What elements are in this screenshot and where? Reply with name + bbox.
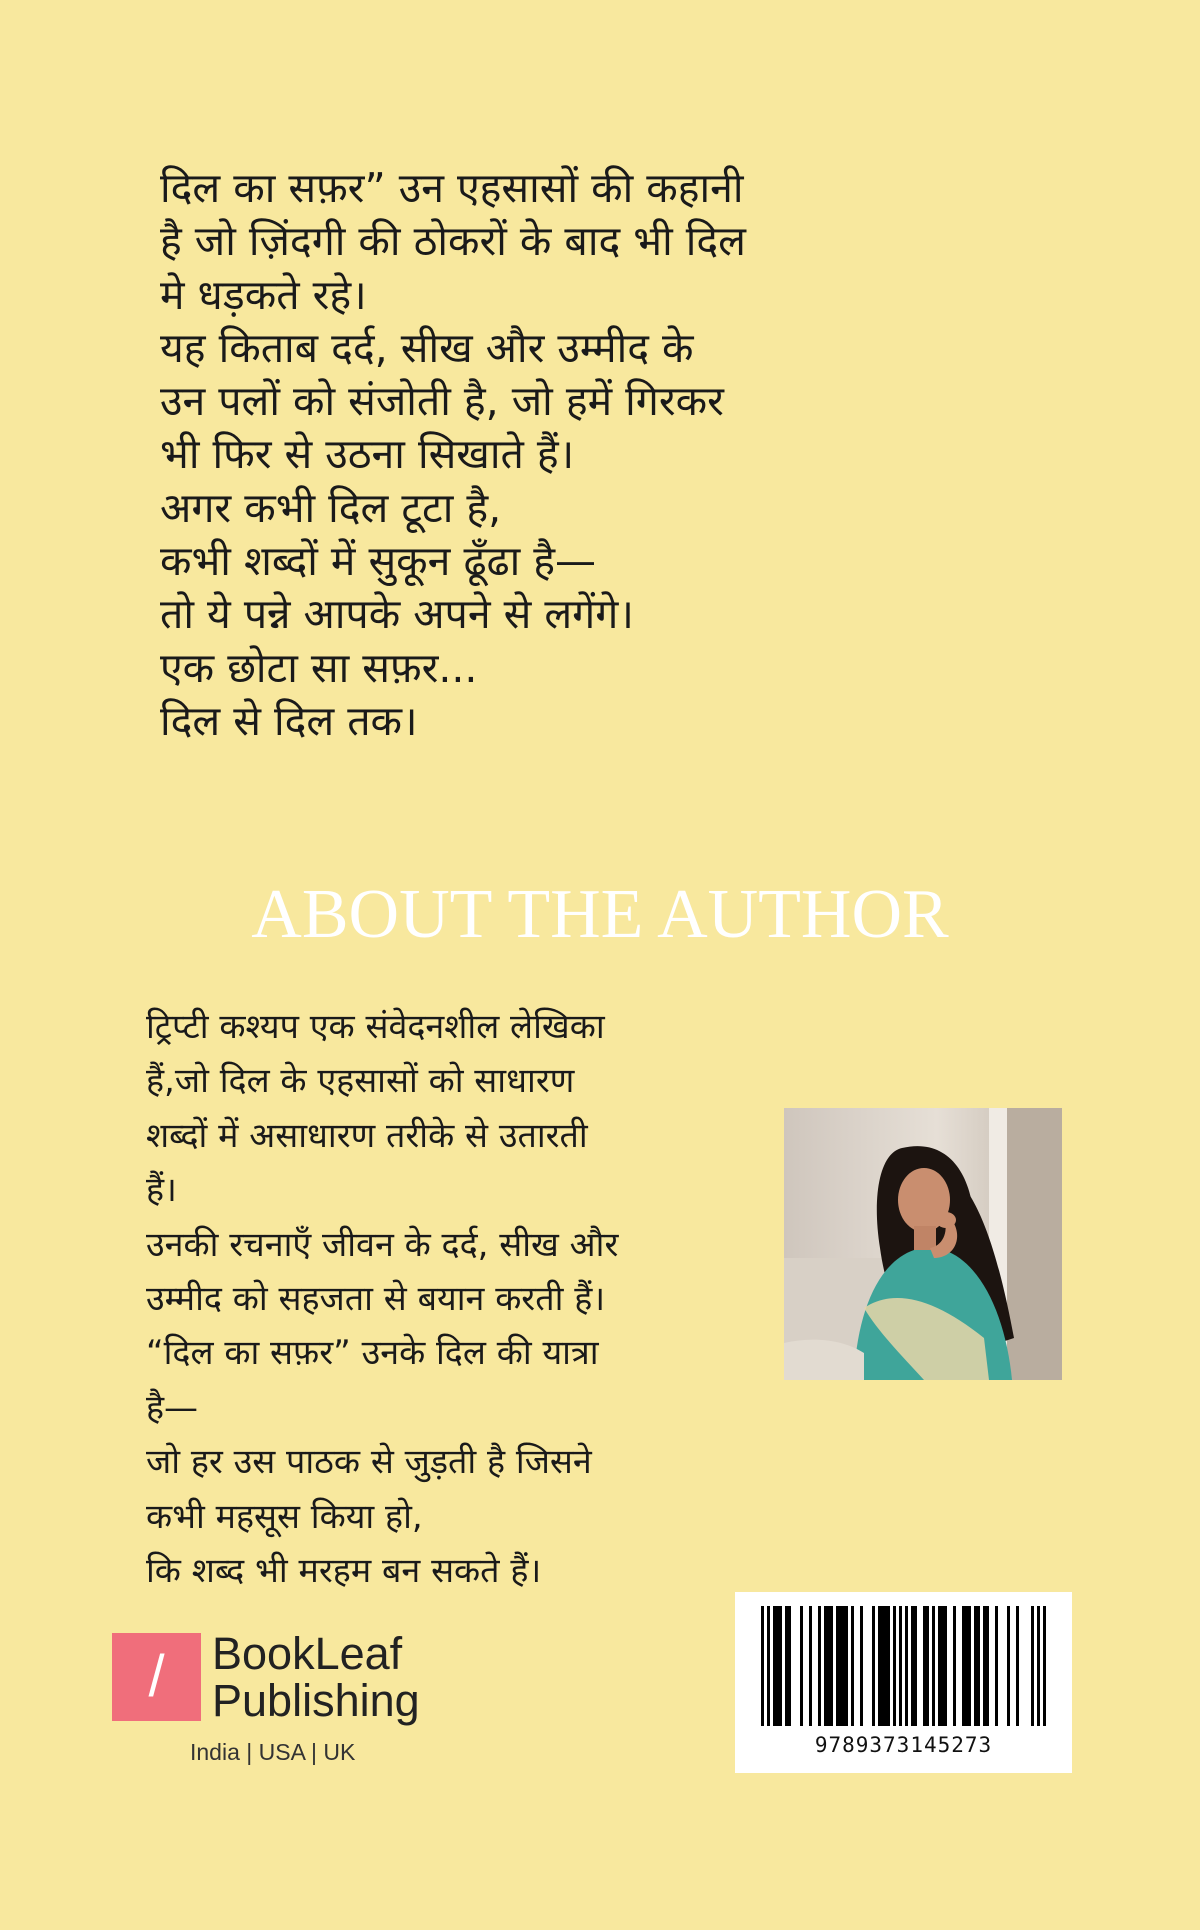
barcode-bar	[905, 1606, 908, 1726]
barcode-bar	[851, 1606, 854, 1726]
bio-line: “दिल का सफ़र” उनके दिल की यात्रा	[146, 1333, 599, 1374]
bio-line: हैं।	[146, 1170, 177, 1211]
blurb-line: एक छोटा सा सफ़र...	[160, 643, 478, 692]
bio-line: शब्दों में असाधारण तरीके से उतारती	[146, 1115, 588, 1156]
barcode-bar	[899, 1606, 902, 1726]
barcode-bar	[926, 1606, 929, 1726]
blurb-line: है जो ज़िंदगी की ठोकरों के बाद भी दिल	[160, 217, 746, 266]
author-bio	[146, 1000, 746, 1598]
barcode-bar	[788, 1606, 791, 1726]
publisher-name	[212, 1630, 420, 1724]
bio-line: जो हर उस पाठक से जुड़ती है जिसने	[146, 1442, 592, 1483]
blurb-line: दिल से दिल तक।	[160, 696, 418, 745]
barcode-bar	[767, 1606, 770, 1726]
barcode-bar	[773, 1606, 776, 1726]
barcode-bar	[914, 1606, 917, 1726]
blurb-line: कभी शब्दों में सुकून ढूँढा है—	[160, 537, 597, 586]
blurb-line: मे धड़कते रहे।	[160, 270, 367, 319]
publisher-logo	[112, 1630, 452, 1725]
blurb-line: भी फिर से उठना सिखाते हैं।	[160, 430, 575, 479]
barcode-bar	[881, 1606, 884, 1726]
barcode-bar	[1031, 1606, 1034, 1726]
author-photo	[784, 1108, 1062, 1380]
blurb-line: अगर कभी दिल टूटा है,	[160, 483, 502, 532]
publisher-regions: India | USA | UK	[190, 1739, 356, 1765]
barcode-bar	[944, 1606, 947, 1726]
barcode-bar	[986, 1606, 989, 1726]
bio-line: हैं,जो दिल के एहसासों को साधारण	[146, 1061, 575, 1102]
barcode-bar	[1037, 1606, 1040, 1726]
barcode-bar	[818, 1606, 821, 1726]
isbn-barcode	[735, 1592, 1072, 1773]
barcode-bar	[827, 1606, 830, 1726]
barcode-bar	[761, 1606, 764, 1726]
barcode-bar	[974, 1606, 977, 1726]
blurb-line: यह किताब दर्द, सीख और उम्मीद के	[160, 323, 694, 372]
barcode-bar	[977, 1606, 980, 1726]
barcode-bar	[1007, 1606, 1010, 1726]
barcode-bar	[923, 1606, 926, 1726]
barcode-bar	[962, 1606, 965, 1726]
barcode-bar	[785, 1606, 788, 1726]
barcode-bar	[878, 1606, 881, 1726]
barcode-bars	[753, 1606, 1054, 1726]
blurb-line: उन पलों को संजोती है, जो हमें गिरकर	[160, 377, 724, 426]
barcode-bar	[884, 1606, 887, 1726]
publisher-name-line2: Publishing	[212, 1675, 420, 1726]
barcode-bar	[932, 1606, 935, 1726]
barcode-bar	[824, 1606, 827, 1726]
barcode-bar	[1043, 1606, 1046, 1726]
barcode-bar	[941, 1606, 944, 1726]
barcode-bar	[968, 1606, 971, 1726]
barcode-bar	[872, 1606, 875, 1726]
logo-mark	[112, 1633, 201, 1721]
barcode-bar	[830, 1606, 833, 1726]
barcode-bar	[965, 1606, 968, 1726]
barcode-bar	[887, 1606, 890, 1726]
publisher-name-line1: BookLeaf	[212, 1628, 403, 1679]
bio-line: उम्मीद को सहजता से बयान करती हैं।	[146, 1279, 606, 1320]
barcode-bar	[983, 1606, 986, 1726]
barcode-bar	[809, 1606, 812, 1726]
bio-line: ट्रिप्टी कश्यप एक संवेदनशील लेखिका	[146, 1007, 605, 1047]
barcode-bar	[845, 1606, 848, 1726]
barcode-bar	[839, 1606, 842, 1726]
bio-line: है—	[146, 1387, 199, 1428]
bio-line: कि शब्द भी मरहम बन सकते हैं।	[146, 1551, 542, 1592]
about-author-heading: ABOUT THE AUTHOR	[251, 876, 949, 953]
barcode-bar	[779, 1606, 782, 1726]
logo-slash: /	[148, 1644, 165, 1709]
barcode-bar	[842, 1606, 845, 1726]
blurb-line: दिल का सफ़र” उन एहसासों की कहानी	[160, 164, 744, 212]
barcode-bar	[893, 1606, 896, 1726]
barcode-bar	[938, 1606, 941, 1726]
barcode-bar	[953, 1606, 956, 1726]
bio-line: कभी महसूस किया हो,	[146, 1496, 423, 1537]
back-cover-blurb	[160, 162, 980, 748]
barcode-bar	[800, 1606, 803, 1726]
blurb-line: तो ये पन्ने आपके अपने से लगेंगे।	[160, 590, 634, 639]
barcode-bar	[911, 1606, 914, 1726]
isbn-number: 9789373145273	[814, 1733, 993, 1757]
barcode-bar	[836, 1606, 839, 1726]
barcode-bar	[995, 1606, 998, 1726]
barcode-bar	[860, 1606, 863, 1726]
barcode-bar	[776, 1606, 779, 1726]
bio-line: उनकी रचनाएँ जीवन के दर्द, सीख और	[146, 1224, 619, 1265]
barcode-bar	[1016, 1606, 1019, 1726]
